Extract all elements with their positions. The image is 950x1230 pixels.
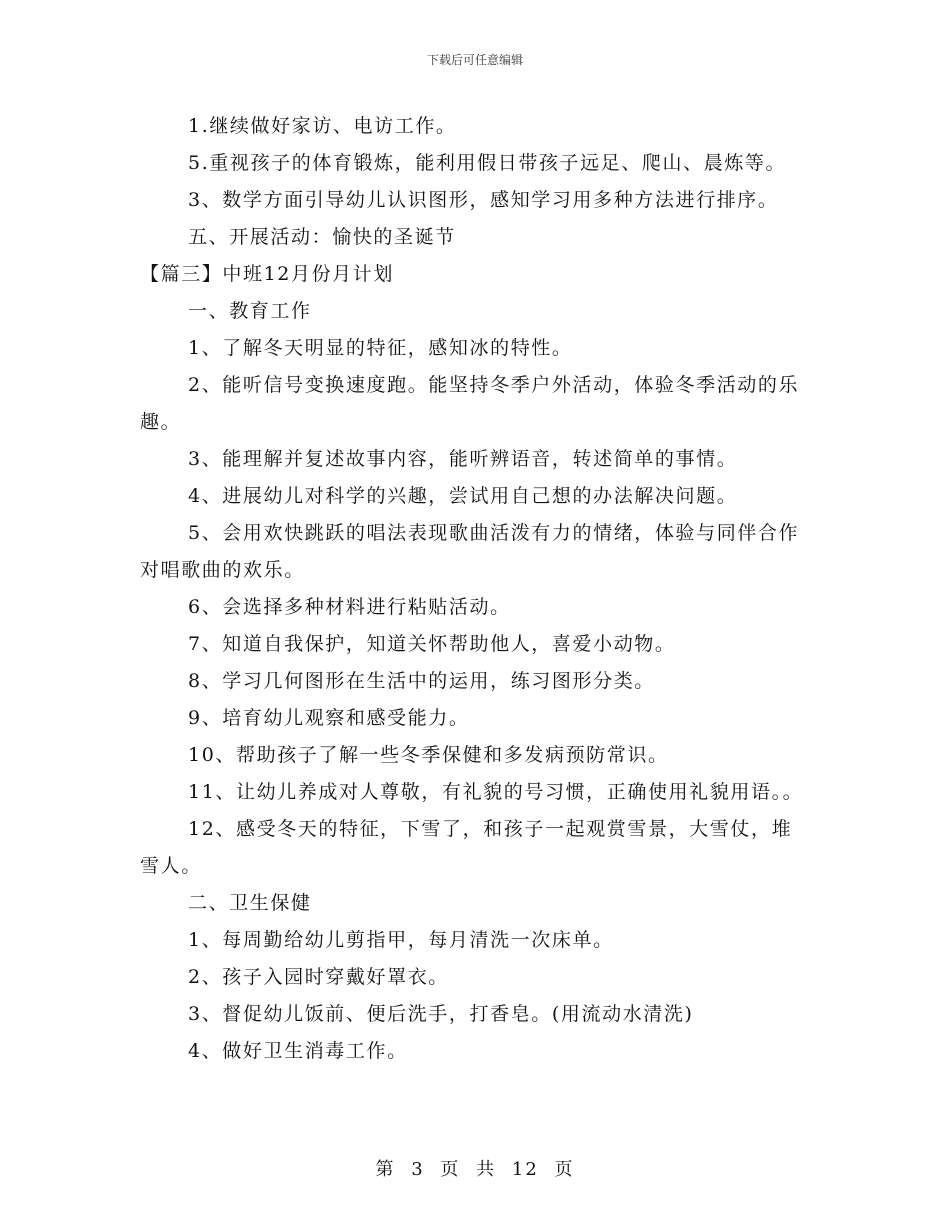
page-header: 下载后可任意编辑: [426, 53, 523, 67]
section-heading: 五、开展活动：愉快的圣诞节: [188, 226, 456, 248]
paragraph: 1、了解冬天明显的特征，感知冰的特性。: [188, 337, 573, 359]
paragraph: 3、督促幼儿饭前、便后洗手，打香皂。(用流动水清洗): [188, 1003, 694, 1025]
paragraph: 10、帮助孩子了解一些冬季保健和多发病预防常识。: [188, 744, 669, 766]
paragraph: 5.重视孩子的体育锻炼，能利用假日带孩子远足、爬山、晨炼等。: [188, 152, 787, 174]
paragraph: 1.继续做好家访、电访工作。: [188, 115, 457, 137]
section-heading: 二、卫生保健: [188, 892, 312, 914]
chapter-title: 【篇三】中班12月份月计划: [140, 263, 394, 285]
footer-page-word: 页: [440, 1159, 461, 1180]
paragraph: 5、会用欢快跳跃的唱法表现歌曲活泼有力的情绪，体验与同伴合作对唱歌曲的欢乐。: [140, 522, 800, 581]
paragraph: 7、知道自我保护，知道关怀帮助他人，喜爱小动物。: [188, 633, 676, 655]
paragraph: 2、孩子入园时穿戴好罩衣。: [188, 966, 449, 988]
page-footer: [0, 1155, 950, 1181]
paragraph: 3、能理解并复述故事内容，能听辨语音，转述简单的事情。: [188, 448, 738, 470]
footer-prefix: 第: [375, 1159, 396, 1180]
paragraph: 12、感受冬天的特征，下雪了，和孩子一起观赏雪景，大雪仗，堆雪人。: [140, 818, 793, 877]
footer-total-word: 共: [476, 1159, 497, 1180]
paragraph: 4、做好卫生消毒工作。: [188, 1040, 408, 1062]
document-body: [140, 108, 812, 1070]
footer-total-pages: 12: [511, 1159, 539, 1180]
paragraph: 6、会选择多种材料进行粘贴活动。: [188, 596, 511, 618]
paragraph: 11、让幼儿养成对人尊敬，有礼貌的号习惯，正确使用礼貌用语。。: [188, 781, 804, 803]
paragraph: 9、培育幼儿观察和感受能力。: [188, 707, 470, 729]
section-heading: 一、教育工作: [188, 300, 312, 322]
paragraph: 4、进展幼儿对科学的兴趣，尝试用自己想的办法解决问题。: [188, 485, 738, 507]
paragraph: 1、每周勤给幼儿剪指甲，每月清洗一次床单。: [188, 929, 614, 951]
paragraph: 2、能听信号变换速度跑。能坚持冬季户外活动，体验冬季活动的乐趣。: [140, 374, 800, 433]
paragraph: 3、数学方面引导幼儿认识图形，感知学习用多种方法进行排序。: [188, 189, 779, 211]
paragraph: 8、学习几何图形在生活中的运用，练习图形分类。: [188, 670, 655, 692]
footer-suffix: 页: [554, 1159, 575, 1180]
footer-current-page: 3: [411, 1159, 425, 1180]
